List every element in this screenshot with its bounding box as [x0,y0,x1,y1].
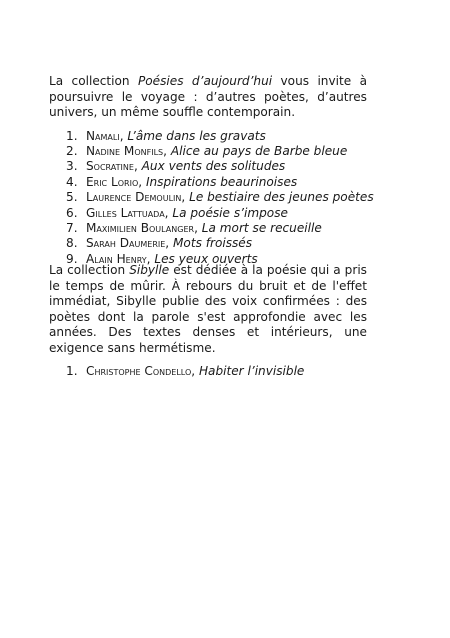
collection-intro [49,74,367,121]
book-author: Socratine [86,159,134,174]
separator: , [194,220,202,235]
collection-section-poesies [49,74,374,267]
intro-body: vous invite à poursuivre le voyage : d’autres poètes, d’autres univers, un même souffle contemporain. [49,74,367,119]
collection-section-sibylle [49,263,367,379]
book-author: Alain Henry [86,251,147,266]
separator: , [191,364,199,378]
book-author: Maximilien Boulanger [86,220,195,235]
book-title: La mort se recueille [201,220,322,235]
book-author: Eric Lorio [86,174,139,189]
item-number: 1. [66,364,78,378]
separator: , [119,128,128,143]
separator: , [133,159,142,174]
collection-intro [49,263,367,356]
separator: , [165,236,173,251]
book-author: Christophe Condello [86,364,192,378]
list-item [66,175,367,190]
book-title: Inspirations beaurinoises [145,174,298,189]
list-item [66,159,367,174]
book-title: Alice au pays de Barbe bleue [170,143,348,158]
separator: , [146,251,155,266]
list-item [66,206,367,221]
list-item [66,221,367,236]
book-title: Le bestiaire des jeunes poètes [189,190,374,205]
separator: , [138,174,146,189]
book-list [49,364,367,379]
separator: , [164,205,173,220]
book-list [49,128,374,268]
list-item [66,129,367,144]
collection-name: Sibylle [129,263,170,277]
collection-name: Poésies d’aujourd’hui [137,74,273,88]
list-item [66,364,367,379]
book-author: Sarah Daumerie [86,236,166,251]
book-author: Nadine Monfils [86,143,164,158]
book-title: L’âme dans les gravats [127,128,266,143]
item-number: 4. [66,174,78,189]
item-number: 1. [66,128,78,143]
item-number: 9. [66,251,78,266]
list-item [66,144,367,159]
book-author: Namali [86,128,120,143]
item-number: 3. [66,159,78,174]
separator: , [181,190,190,205]
intro-lead: La collection [49,263,130,277]
separator: , [163,143,171,158]
item-number: 6. [66,205,78,220]
list-item [66,236,367,251]
list-item [66,190,374,205]
book-title: Aux vents des solitudes [141,159,286,174]
book-author: Laurence Demoulin [86,190,182,205]
item-number: 2. [66,143,78,158]
book-title: La poésie s’impose [172,205,288,220]
item-number: 5. [66,190,78,205]
item-number: 7. [66,220,78,235]
intro-body: est dédiée à la poésie qui a pris le temps de mûrir. À rebours du bruit et de l'effet immédiat, Sibylle publie des voix confirmées : des poètes dont la parole s'est approfondie avec les années. Des textes denses et intérieurs, une exigence sans hermétisme. [49,263,367,355]
book-title: Les yeux ouverts [154,251,258,266]
item-number: 8. [66,236,78,251]
book-author: Gilles Lattuada [86,205,165,220]
book-title: Habiter l’invisible [198,364,305,378]
book-title: Mots froissés [173,236,253,251]
intro-lead: La collection [49,74,138,88]
